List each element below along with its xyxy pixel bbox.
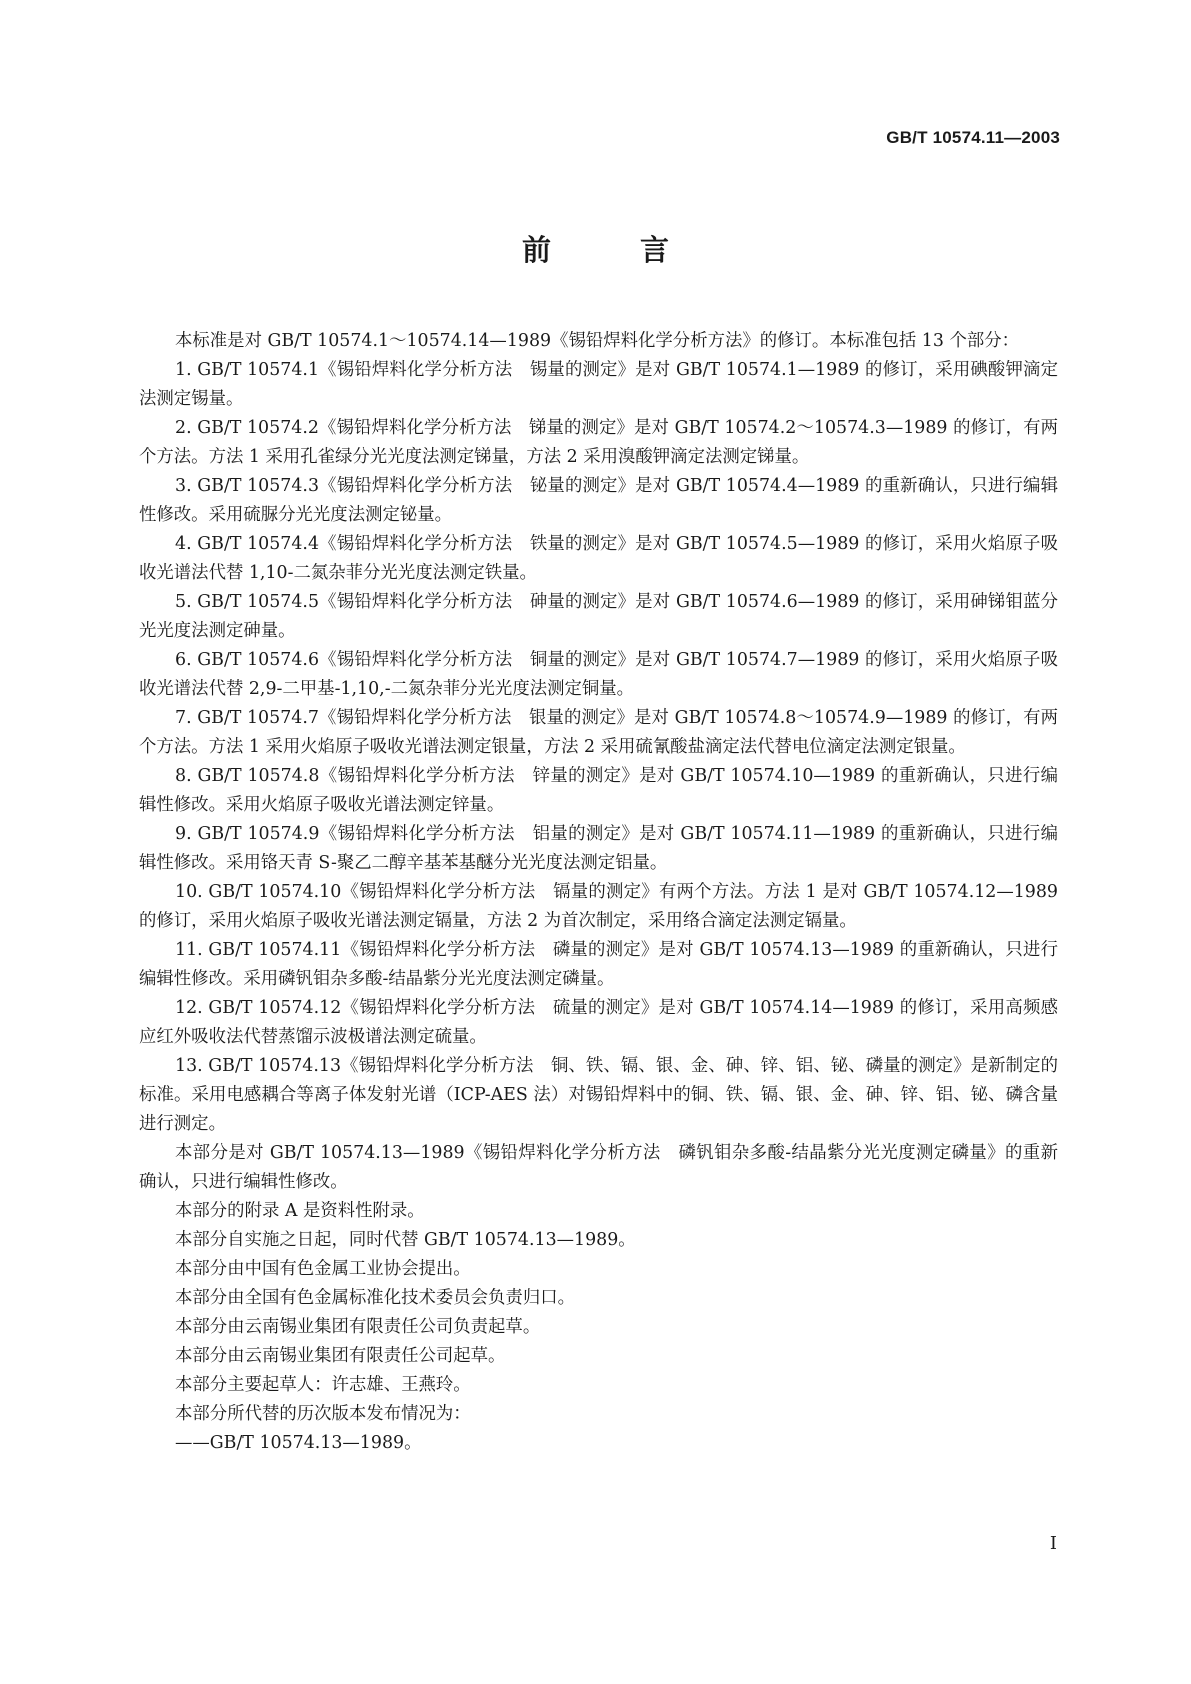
list-item-5: 5. GB/T 10574.5《锡铅焊料化学分析方法 砷量的测定》是对 GB/T 10574.6—1989 的修订，采用砷锑钼蓝分光光度法测定砷量。: [139, 592, 1058, 641]
list-item-7: 7. GB/T 10574.7《锡铅焊料化学分析方法 银量的测定》是对 GB/T 10574.8～10574.9—1989 的修订，有两个方法。方法 1 采用火焰原子吸收光谱法测定银量，方法 2 采用硫氰酸盐滴定法代替电位滴定法测定银量。: [139, 708, 1058, 757]
page-title: 前 言: [521, 233, 699, 267]
part-description: 本部分是对 GB/T 10574.13—1989《锡铅焊料化学分析方法 磷钒钼杂多酸-结晶紫分光光度测定磷量》的重新确认，只进行编辑性修改。: [139, 1143, 1058, 1192]
drafting-responsible-note: 本部分由云南锡业集团有限责任公司负责起草。: [175, 1317, 541, 1337]
drafters-note: 本部分主要起草人：许志雄、王燕玲。: [175, 1375, 471, 1395]
list-item-6: 6. GB/T 10574.6《锡铅焊料化学分析方法 铜量的测定》是对 GB/T 10574.7—1989 的修订，采用火焰原子吸收光谱法代替 2,9-二甲基-1,10,-二氮杂菲分光光度法测定铜量。: [139, 650, 1058, 699]
history-intro: 本部分所代替的历次版本发布情况为：: [175, 1404, 471, 1424]
drafting-org-note: 本部分由云南锡业集团有限责任公司起草。: [175, 1346, 506, 1366]
list-item-13: 13. GB/T 10574.13《锡铅焊料化学分析方法 铜、铁、镉、银、金、砷、锌、铝、铋、磷量的测定》是新制定的标准。采用电感耦合等离子体发射光谱（ICP-AES 法）对锡铅焊料中的铜、铁、镉、银、金、砷、锌、铝、铋、磷含量进行测定。: [139, 1056, 1058, 1134]
list-item-10: 10. GB/T 10574.10《锡铅焊料化学分析方法 镉量的测定》有两个方法。方法 1 是对 GB/T 10574.12—1989的修订，采用火焰原子吸收光谱法测定镉量，方法 2 为首次制定，采用络合滴定法测定镉量。: [139, 882, 1058, 931]
proposer-note: 本部分由中国有色金属工业协会提出。: [175, 1259, 471, 1279]
replacement-note: 本部分自实施之日起，同时代替 GB/T 10574.13—1989。: [175, 1230, 636, 1250]
list-item-12: 12. GB/T 10574.12《锡铅焊料化学分析方法 硫量的测定》是对 GB/T 10574.14—1989 的修订，采用高频感应红外吸收法代替蒸馏示波极谱法测定硫量。: [139, 998, 1058, 1047]
committee-note: 本部分由全国有色金属标准化技术委员会负责归口。: [175, 1288, 575, 1308]
preface-body: [139, 327, 1058, 1458]
list-item-4: 4. GB/T 10574.4《锡铅焊料化学分析方法 铁量的测定》是对 GB/T 10574.5—1989 的修订，采用火焰原子吸收光谱法代替 1,10-二氮杂菲分光光度法测定铁量。: [139, 534, 1058, 583]
page-number: I: [1049, 1533, 1057, 1554]
standard-code: GB/T 10574.11—2003: [886, 128, 1060, 147]
intro-paragraph: 本标准是对 GB/T 10574.1～10574.14—1989《锡铅焊料化学分析方法》的修订。本标准包括 13 个部分：: [175, 331, 1020, 351]
appendix-note: 本部分的附录 A 是资料性附录。: [175, 1201, 425, 1221]
list-item-1: 1. GB/T 10574.1《锡铅焊料化学分析方法 锡量的测定》是对 GB/T 10574.1—1989 的修订，采用碘酸钾滴定法测定锡量。: [139, 360, 1058, 409]
list-item-8: 8. GB/T 10574.8《锡铅焊料化学分析方法 锌量的测定》是对 GB/T 10574.10—1989 的重新确认，只进行编辑性修改。采用火焰原子吸收光谱法测定锌量。: [139, 766, 1058, 815]
list-item-9: 9. GB/T 10574.9《锡铅焊料化学分析方法 铝量的测定》是对 GB/T 10574.11—1989 的重新确认，只进行编辑性修改。采用铬天青 S-聚乙二醇辛基苯基醚分光光度法测定铝量。: [139, 824, 1058, 873]
list-item-11: 11. GB/T 10574.11《锡铅焊料化学分析方法 磷量的测定》是对 GB/T 10574.13—1989 的重新确认，只进行编辑性修改。采用磷钒钼杂多酸-结晶紫分光光度法测定磷量。: [139, 940, 1058, 989]
list-item-3: 3. GB/T 10574.3《锡铅焊料化学分析方法 铋量的测定》是对 GB/T 10574.4—1989 的重新确认，只进行编辑性修改。采用硫脲分光光度法测定铋量。: [139, 476, 1058, 525]
history-item: ——GB/T 10574.13—1989。: [175, 1433, 422, 1453]
list-item-2: 2. GB/T 10574.2《锡铅焊料化学分析方法 锑量的测定》是对 GB/T 10574.2～10574.3—1989 的修订，有两个方法。方法 1 采用孔雀绿分光光度法测定锑量，方法 2 采用溴酸钾滴定法测定锑量。: [139, 418, 1058, 467]
